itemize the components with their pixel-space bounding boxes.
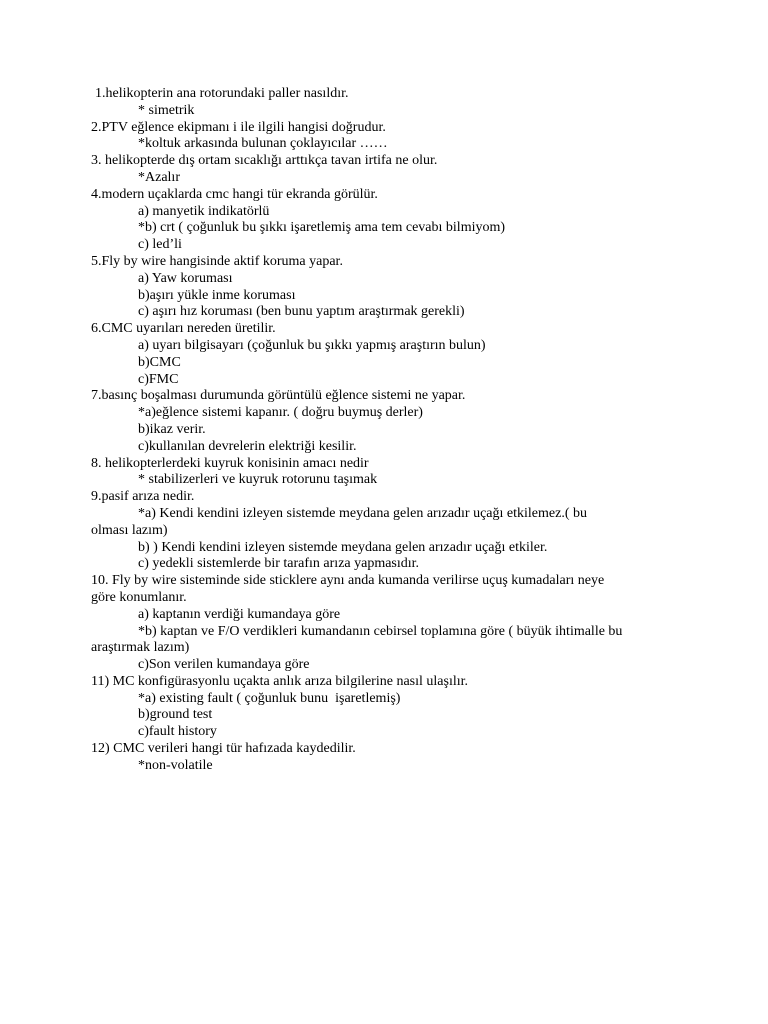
answer-line: a) manyetik indikatörlü (138, 203, 270, 219)
answer-line: a) uyarı bilgisayarı (çoğunluk bu şıkkı yapmış araştırın bulun) (138, 337, 486, 353)
answer-line: c) led’li (138, 237, 182, 253)
question-line: olması lazım) (91, 522, 168, 538)
question-line: 8. helikopterlerdeki kuyruk konisinin amacı nedir (91, 455, 369, 471)
document-body (91, 86, 691, 775)
answer-line: b)ground test (138, 707, 213, 723)
question-line: 1.helikopterin ana rotorundaki paller nasıldır. (95, 86, 349, 101)
question-line: 7.basınç boşalması durumunda görüntülü eğlence sistemi ne yapar. (91, 388, 466, 404)
answer-line: c)FMC (138, 371, 179, 387)
answer-line: c) aşırı hız koruması (ben bunu yaptım araştırmak gerekli) (138, 304, 465, 320)
answer-line: *a)eğlence sistemi kapanır. ( doğru buymuş derler) (138, 405, 423, 421)
question-line: 2.PTV eğlence ekipmanı i ile ilgili hangisi doğrudur. (91, 119, 386, 135)
answer-line: *Azalır (138, 169, 180, 185)
answer-line: *non-volatile (138, 757, 213, 773)
answer-line: *b) crt ( çoğunluk bu şıkkı işaretlemiş ama tem cevabı bilmiyom) (138, 220, 506, 236)
question-line: araştırmak lazım) (91, 640, 190, 656)
question-line: 3. helikopterde dış ortam sıcaklığı arttıkça tavan irtifa ne olur. (91, 153, 438, 169)
answer-line: b)CMC (138, 354, 181, 370)
answer-line: b)aşırı yükle inme koruması (138, 287, 296, 303)
answer-line: * stabilizerleri ve kuyruk rotorunu taşımak (138, 472, 378, 488)
answer-line: b) ) Kendi kendini izleyen sistemde meydana gelen arızadır uçağı etkiler. (138, 539, 548, 555)
answer-line: c)kullanılan devrelerin elektriği kesilir. (138, 438, 357, 454)
answer-line: b)ikaz verir. (138, 421, 206, 437)
question-line: 9.pasif arıza nedir. (91, 489, 195, 505)
answer-line: c)Son verilen kumandaya göre (138, 657, 310, 673)
answer-line: * simetrik (138, 102, 195, 118)
question-line: 10. Fly by wire sisteminde side sticklere aynı anda kumanda verilirse uçuş kumadaları neye (91, 573, 605, 589)
question-line: göre konumlanır. (91, 589, 187, 605)
answer-line: *a) Kendi kendini izleyen sistemde meydana gelen arızadır uçağı etkilemez.( bu (138, 505, 587, 521)
answer-line: c)fault history (138, 724, 217, 740)
question-line: 11) MC konfigürasyonlu uçakta anlık arıza bilgilerine nasıl ulaşılır. (91, 673, 469, 689)
answer-line: a) Yaw koruması (138, 270, 233, 286)
answer-line: a) kaptanın verdiği kumandaya göre (138, 606, 341, 622)
question-line: 4.modern uçaklarda cmc hangi tür ekranda görülür. (91, 186, 378, 202)
answer-line: c) yedekli sistemlerde bir tarafın arıza yapmasıdır. (138, 556, 420, 572)
answer-line: *koltuk arkasında bulunan çoklayıcılar …… (138, 136, 388, 152)
question-line: 6.CMC uyarıları nereden üretilir. (91, 321, 276, 337)
question-line: 12) CMC verileri hangi tür hafızada kaydedilir. (91, 741, 356, 757)
question-line: 5.Fly by wire hangisinde aktif koruma yapar. (91, 253, 343, 269)
answer-line: *b) kaptan ve F/O verdikleri kumandanın cebirsel toplamına göre ( büyük ihtimalle bu (138, 623, 623, 639)
answer-line: *a) existing fault ( çoğunluk bunu işaretlemiş) (138, 690, 401, 706)
